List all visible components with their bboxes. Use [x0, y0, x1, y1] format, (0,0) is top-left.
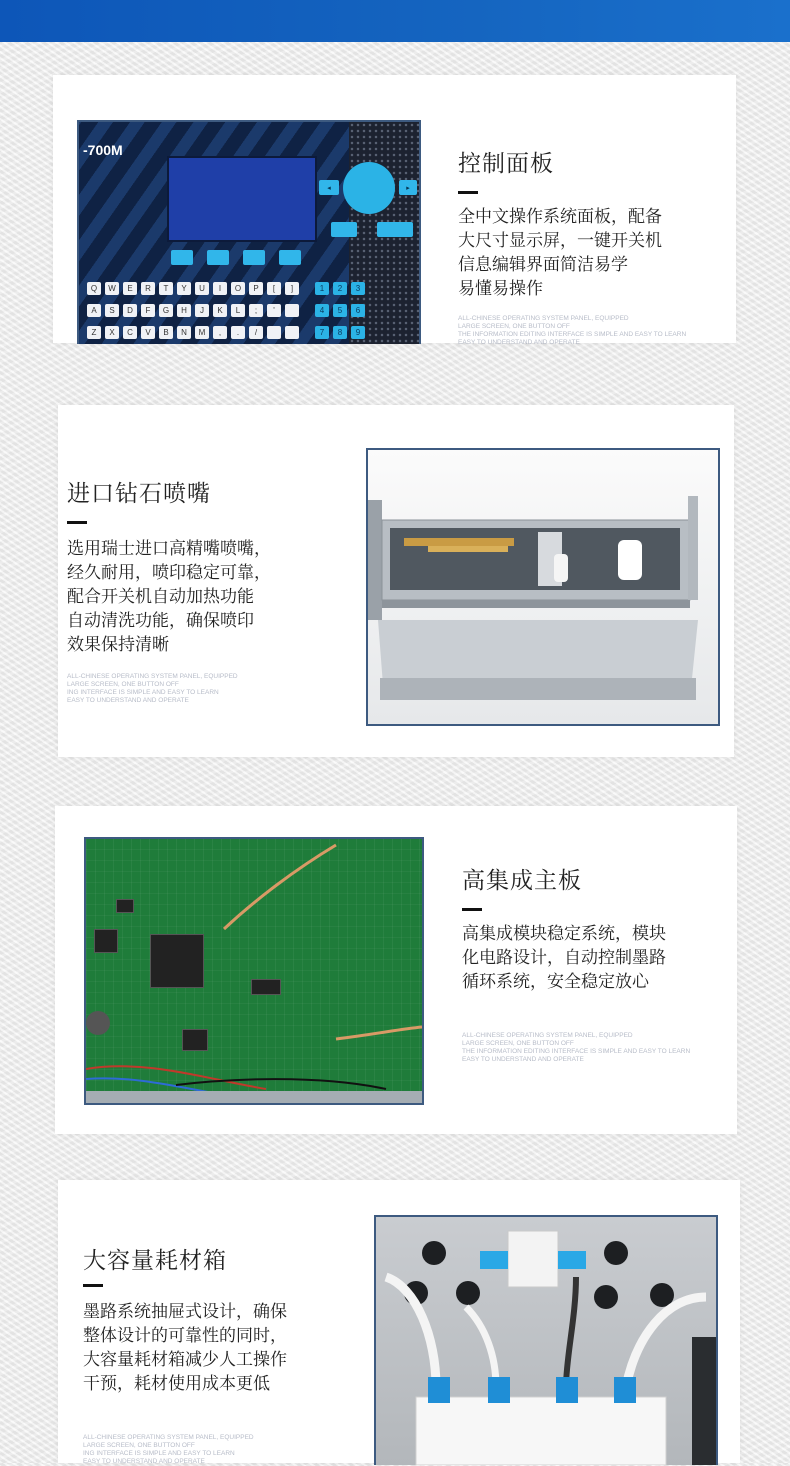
control-panel-photo: -700M ◂ ▸ Q W E R T Y U I O P [ ] 1 2 3 A S D F G H J K L ; ' 4 5 6 Z X C V B N M , . / 7 8 9 — [77, 120, 421, 344]
top-banner — [0, 0, 790, 42]
section-mainboard — [55, 806, 737, 1134]
title-divider — [462, 908, 482, 911]
section-english-caption: ALL-CHINESE OPERATING SYSTEM PANEL, EQUIPPED LARGE SCREEN, ONE BUTTON OFF ING INTERFACE IS SIMPLE AND EASY TO LEARN EASY TO UNDERSTAND AND OPERATE — [83, 1434, 254, 1465]
section-description: 选用瑞士进口高精嘴喷嘴， 经久耐用，喷印稳定可靠， 配合开关机自动加热功能 自动清洗功能，确保喷印 效果保持清晰 — [67, 539, 271, 655]
title-divider — [67, 521, 87, 524]
section-title: 控制面板 — [458, 151, 554, 177]
nozzle-photo — [366, 448, 720, 726]
title-divider — [458, 191, 478, 194]
mainboard-photo — [84, 837, 424, 1105]
section-description: 高集成模块稳定系统，模块 化电路设计，自动控制墨路 循环系统，安全稳定放心 — [462, 924, 666, 992]
panel-model-label: -700M — [83, 142, 123, 158]
section-english-caption: ALL-CHINESE OPERATING SYSTEM PANEL, EQUIPPED LARGE SCREEN, ONE BUTTON OFF THE INFORMATION EDITING INTERFACE IS SIMPLE AND EASY TO LEARN EASY TO UNDERSTAND AND OPERATE — [458, 315, 687, 346]
section-title: 高集成主板 — [462, 868, 582, 894]
section-english-caption: ALL-CHINESE OPERATING SYSTEM PANEL, EQUIPPED LARGE SCREEN, ONE BUTTON OFF THE INFORMATION EDITING INTERFACE IS SIMPLE AND EASY TO LEARN EASY TO UNDERSTAND AND OPERATE — [462, 1032, 691, 1063]
section-consumables — [58, 1180, 740, 1463]
title-divider — [83, 1284, 103, 1287]
section-description: 墨路系统抽屉式设计，确保 整体设计的可靠性的同时， 大容量耗材箱减少人工操作 干预，耗材使用成本更低 — [83, 1302, 287, 1394]
section-description: 全中文操作系统面板，配备 大尺寸显示屏，一键开关机 信息编辑界面简洁易学 易懂易操作 — [458, 207, 662, 299]
lcd-screen — [167, 156, 317, 242]
section-title: 进口钻石喷嘴 — [67, 481, 211, 507]
section-nozzle — [58, 405, 734, 757]
consumables-photo — [374, 1215, 718, 1465]
section-title: 大容量耗材箱 — [83, 1248, 227, 1274]
section-english-caption: ALL-CHINESE OPERATING SYSTEM PANEL, EQUIPPED LARGE SCREEN, ONE BUTTON OFF ING INTERFACE IS SIMPLE AND EASY TO LEARN EASY TO UNDERSTAND AND OPERATE — [67, 673, 238, 704]
section-control-panel — [53, 75, 736, 346]
